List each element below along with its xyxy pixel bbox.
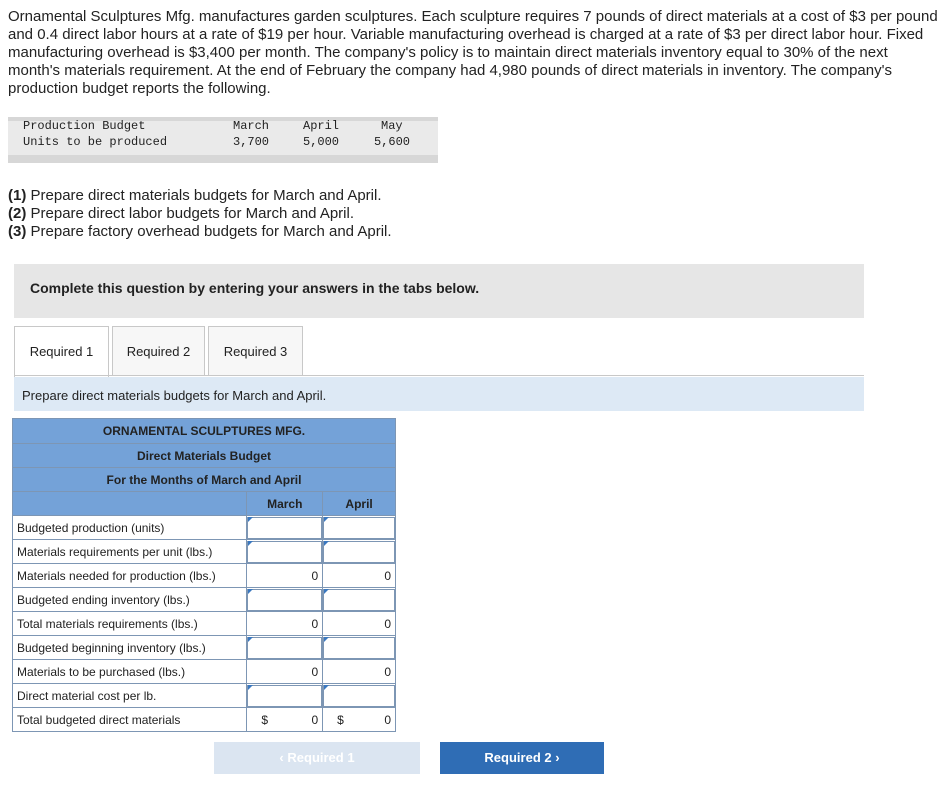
budget-col-march: March <box>247 492 323 516</box>
cost-per-lb-april-input[interactable] <box>323 685 395 707</box>
budget-col-april: April <box>323 492 396 516</box>
next-required-button[interactable] <box>440 742 604 774</box>
tab-divider <box>14 375 864 376</box>
beginning-inventory-april-input[interactable] <box>323 637 395 659</box>
requirement-3 <box>8 223 392 241</box>
row-label: Materials to be purchased (lbs.) <box>13 660 247 684</box>
next-required-label: Required 2 <box>484 750 552 765</box>
input-flag-icon <box>248 589 253 594</box>
direct-materials-budget-table <box>12 418 396 732</box>
row-label: Budgeted production (units) <box>13 516 247 540</box>
ending-inventory-march-input[interactable] <box>247 589 322 611</box>
materials-to-purchase-april-value: 0 <box>323 660 396 684</box>
requirement-1-text: Prepare direct materials budgets for March and April. <box>26 187 382 204</box>
total-direct-materials-march-value: 0 <box>311 713 319 727</box>
input-flag-icon <box>324 637 329 642</box>
budget-title: Direct Materials Budget <box>13 444 396 468</box>
input-flag-icon <box>324 685 329 690</box>
requirement-2-text: Prepare direct labor budgets for March and April. <box>26 205 355 222</box>
total-direct-materials-april-value: 0 <box>384 713 391 727</box>
tab-required-3[interactable]: Required 3 <box>208 326 303 376</box>
currency-symbol: $ <box>337 713 344 727</box>
cost-per-lb-march-input[interactable] <box>247 685 322 707</box>
total-direct-materials-april <box>323 708 396 732</box>
total-requirements-march-value: 0 <box>247 612 323 636</box>
row-label: Budgeted ending inventory (lbs.) <box>13 588 247 612</box>
instructions-banner: Complete this question by entering your answers in the tabs below. <box>14 264 864 318</box>
table-row <box>13 612 396 636</box>
row-label: Materials needed for production (lbs.) <box>13 564 247 588</box>
budget-company: ORNAMENTAL SCULPTURES MFG. <box>13 419 396 444</box>
production-budget-value-march: 3,700 <box>233 135 270 149</box>
budget-header-blank <box>13 492 247 516</box>
chevron-left-icon: ‹ <box>279 750 284 765</box>
production-budget-box <box>8 117 438 163</box>
ending-inventory-april-input[interactable] <box>323 589 395 611</box>
requirement-1 <box>8 187 392 205</box>
input-flag-icon <box>324 541 329 546</box>
production-budget-month-may: May <box>381 119 403 133</box>
requirement-2-number: (2) <box>8 205 27 222</box>
requirement-3-number: (3) <box>8 223 27 240</box>
table-row <box>13 588 396 612</box>
table-row <box>13 540 396 564</box>
tab-instruction: Prepare direct materials budgets for March and April. <box>14 377 864 411</box>
materials-per-unit-april-input[interactable] <box>323 541 395 563</box>
chevron-right-icon: › <box>555 750 560 765</box>
production-budget-title: Production Budget <box>23 119 146 133</box>
row-label: Materials requirements per unit (lbs.) <box>13 540 247 564</box>
input-flag-icon <box>248 685 253 690</box>
input-flag-icon <box>248 541 253 546</box>
previous-required-label: Required 1 <box>287 750 355 765</box>
table-row <box>13 516 396 540</box>
currency-symbol: $ <box>261 713 269 727</box>
production-budget-row-label: Units to be produced <box>23 135 168 149</box>
beginning-inventory-march-input[interactable] <box>247 637 322 659</box>
row-label: Direct material cost per lb. <box>13 684 247 708</box>
production-budget-bottom-stripe <box>8 155 438 163</box>
budget-period: For the Months of March and April <box>13 468 396 492</box>
row-label: Budgeted beginning inventory (lbs.) <box>13 636 247 660</box>
table-row <box>13 660 396 684</box>
materials-needed-march-value: 0 <box>247 564 323 588</box>
materials-needed-april-value: 0 <box>323 564 396 588</box>
problem-intro: Ornamental Sculptures Mfg. manufactures garden sculptures. Each sculpture requires 7 pounds of direct materials at a cost of $3 per pound and 0.4 direct labor hours at a rate of $19 per hour. Variable manufacturing overhead is charged at a rate of $3 per direct labor hour. Fixed manufacturing overhead is $3,400 per month. The company's policy is to maintain direct materials inventory equal to 30% of the next month's materials requirement. At the end of February the company had 4,980 pounds of direct materials in inventory. The company's production budget reports the following. <box>8 8 938 97</box>
requirement-1-number: (1) <box>8 187 27 204</box>
production-budget-month-march: March <box>233 119 270 133</box>
input-flag-icon <box>324 517 329 522</box>
input-flag-icon <box>248 637 253 642</box>
materials-to-purchase-march-value: 0 <box>247 660 323 684</box>
table-row <box>13 708 396 732</box>
previous-required-button[interactable] <box>214 742 420 774</box>
requirement-2 <box>8 205 392 223</box>
row-label: Total budgeted direct materials <box>13 708 247 732</box>
input-flag-icon <box>324 589 329 594</box>
requirement-3-text: Prepare factory overhead budgets for March and April. <box>26 223 392 240</box>
production-budget-month-april: April <box>303 119 340 133</box>
production-budget-value-april: 5,000 <box>303 135 340 149</box>
table-row <box>13 636 396 660</box>
budgeted-production-april-input[interactable] <box>323 517 395 539</box>
materials-per-unit-march-input[interactable] <box>247 541 322 563</box>
requirements-list <box>8 187 392 241</box>
tab-required-2[interactable]: Required 2 <box>112 326 205 376</box>
table-row <box>13 564 396 588</box>
tab-required-1[interactable]: Required 1 <box>14 326 109 377</box>
production-budget-value-may: 5,600 <box>374 135 411 149</box>
table-row <box>13 684 396 708</box>
input-flag-icon <box>248 517 253 522</box>
total-requirements-april-value: 0 <box>323 612 396 636</box>
row-label: Total materials requirements (lbs.) <box>13 612 247 636</box>
budgeted-production-march-input[interactable] <box>247 517 322 539</box>
total-direct-materials-march <box>247 708 323 732</box>
